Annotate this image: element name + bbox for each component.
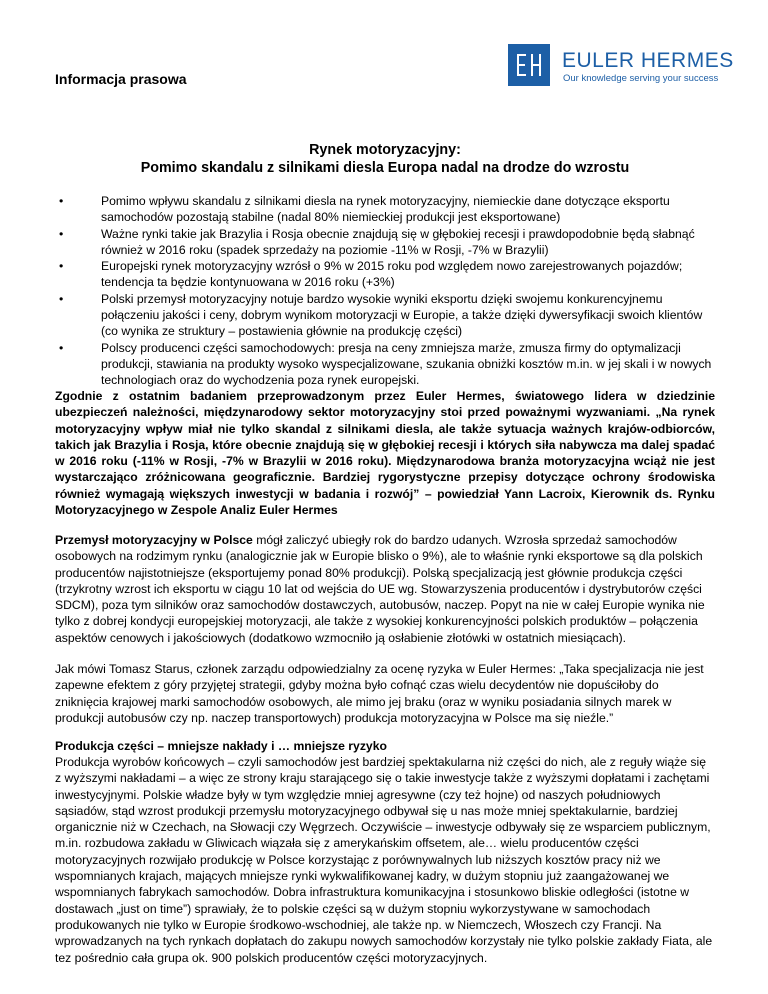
key-point-text: Europejski rynek motoryzacyjny wzrósł o 9% w 2015 roku pod względem nowo zarejestrowanych pojazdów; tendencja ta będzie kontynuowana w 2016 roku (+3%) xyxy=(101,259,683,290)
title-line-1: Rynek motoryzacyjny: xyxy=(309,142,461,158)
bullet-icon: • xyxy=(59,340,64,355)
poland-section-paragraph xyxy=(55,532,715,646)
bullet-icon: • xyxy=(59,291,64,306)
key-points-list xyxy=(55,193,715,389)
poland-section-quote: Jak mówi Tomasz Starus, członek zarządu odpowiedzialny za ocenę ryzyka w Euler Hermes: „Taka specjalizacja nie jest zapewne efektem z góry przyjętej strategii, gdyby można było cofnąć czas wielu decydentów nie dopuściłoby do zniknięcia krajowej marki samochodów osobowych, ale mimo jej braku (oraz w wyniku posiadania silnych marek w produkcji autobusów czy np. naczep transportowych) produkcja motoryzacyjna w Polsce ma się nieźle.” xyxy=(55,662,704,725)
key-point xyxy=(55,340,715,389)
logo-tagline: Our knowledge serving your success xyxy=(563,73,719,84)
logo-monogram-icon xyxy=(508,44,550,86)
key-point-text: Pomimo wpływu skandalu z silnikami diesla na rynek motoryzacyjny, niemieckie dane dotyczące eksportu samochodów pozostają stabilne (nadal 80% niemieckiej produkcji jest eksportowane) xyxy=(101,194,670,225)
key-point-text: Polski przemysł motoryzacyjny notuje bardzo wysokie wyniki eksportu dzięki swojemu konkurencyjnemu połączeniu jakości i ceny, dobrym wynikom motoryzacji w Europie, a także dzięki dywersyfikacji swoich klientów (co wynika ze struktury – postawienia głównie na produkcję części) xyxy=(101,291,703,339)
document-type-label: Informacja prasowa xyxy=(55,71,187,87)
poland-section-text: mógł zaliczyć ubiegły rok do bardzo udanych. Wzrosła sprzedaż samochodów osobowych na rodzimym rynku (analogicznie jak w Europie blisko o 9%), ale to właśnie rynki eksportowe są dla polskich producentów najistotniejsze (eksportujemy ponad 80% produkcji). Polską specjalizacją jest głównie produkcja części (trzykrotny wzrost ich eksportu w ciągu 10 lat od wejścia do UE wg. Stowarzyszenia producentów i dystrybutorów części SDCM), poza tym silników oraz samochodów dostawczych, autobusów, naczep. Popyt na nie w całej Europie wynika nie tylko z dobrej kondycji europejskiej motoryzacji, ale także z wysokiej konkurencyjności polskich produktów – połączenia aspektów cenowych i jakościowych (dodatkowo wzmocniło ją osłabienie złotówki w ostatnich miesiącach). xyxy=(55,533,705,645)
lead-paragraph: Zgodnie z ostatnim badaniem przeprowadzonym przez Euler Hermes, światowego lidera w dziedzinie ubezpieczeń należności, międzynarodowy sektor motoryzacyjny stoi przed poważnymi wyzwaniami. „Na rynek motoryzacyjny wpływ miał nie tylko skandal z silnikami diesla, ale także sytuacja ważnych krajów-odbiorców, takich jak Brazylia i Rosja, które obecnie znajdują się w głębokiej recesji i których siła nabywcza ma dalej spadać w 2016 roku (-11% w Rosji, -7% w Brazylii w 2016 roku). Międzynarodowa branża motoryzacyjna wciąż nie jest wystarczająco zróżnicowana geograficznie. Bardziej rygorystyczne przepisy dotyczące ochrony środowiska również wymagają większych inwestycji w badania i rozwój” – powiedział Yann Lacroix, Kierownik ds. Rynku Motoryzacyjnego w Zespole Analiz Euler Hermes xyxy=(55,389,715,518)
parts-section-text: Produkcja wyrobów końcowych – czyli samochodów jest bardziej spektakularna niż części do nich, ale z reguły wiąże się z wyższymi nakładami – a więc ze strony kraju starającego się o takie inwestycje także z wyższymi dopłatami i zachętami inwestycyjnymi. Polskie władze były w tym względzie mniej agresywne (czy też hojne) od naszych południowych sąsiadów, stąd wzrost produkcji przemysłu motoryzacyjnego odbywał się u nas może mniej spektakularnie, bardziej organicznie niż w Czechach, na Słowacji czy Węgrzech. Oczywiście – inwestycje odbywały się ze wsparciem publicznym, m.in. rozbudowa zakładu w Gliwicach wiązała się z amerykańskim offsetem, ale… wielu producentów części motoryzacyjnych rozwijało produkcję w Polsce korzystając z porównywalnych lub niższych kosztów pracy niż we wspomnianych krajach, mających mniejsze rynki wykwalifikowanej kadry, w dużym stopniu już zaangażowanej we wspomnianych fabrykach samochodów. Dobra infrastruktura komunikacyjna i stosunkowo bliskie odległości (istotne w dostawach „just on time”) sprawiały, że to polskie części są w dużym stopniu wykorzystywane w samochodach produkowanych nie tylko w Europie środkowo-wschodniej, ale także np. w Niemczech, Włoszech czy Francji. Na wprowadzanych na tych rynkach dopłatach do zakupu nowych samochodów korzystały nie tylko polskie zakłady Fiata, ale tez pośrednio cała grupa ok. 900 polskich producentów części motoryzacyjnych. xyxy=(55,755,713,965)
title-line-2: Pomimo skandalu z silnikami diesla Europa nadal na drodze do wzrostu xyxy=(140,160,630,176)
key-point xyxy=(55,226,715,259)
bullet-icon: • xyxy=(59,226,64,241)
company-logo xyxy=(508,44,734,86)
key-point xyxy=(55,193,715,226)
parts-section-heading: Produkcja części – mniejsze nakłady i … mniejsze ryzyko xyxy=(55,739,387,753)
key-point xyxy=(55,258,715,291)
bullet-icon: • xyxy=(59,194,64,208)
document-title xyxy=(55,141,715,177)
logo-wordmark: EULER HERMES xyxy=(562,49,734,72)
bullet-icon: • xyxy=(59,259,64,274)
poland-section-lead: Przemysł motoryzacyjny w Polsce xyxy=(55,533,253,547)
key-point-text: Polscy producenci części samochodowych: presja na ceny zmniejsza marże, zmusza firmy do optymalizacji produkcji, stawiania na produkty wysoko wyspecjalizowane, szukania obniżki kosztów m.in. w jej skali i w nowych technologiach oraz do wychodzenia poza rynek europejski. xyxy=(101,340,712,388)
key-point-text: Ważne rynki takie jak Brazylia i Rosja obecnie znajdują się w głębokiej recesji i prawdopodobnie będą słabnąć również w 2016 roku (spadek sprzedaży na poziomie -11% w Rosji, -7% w Brazylii) xyxy=(101,226,695,257)
key-point xyxy=(55,291,715,340)
